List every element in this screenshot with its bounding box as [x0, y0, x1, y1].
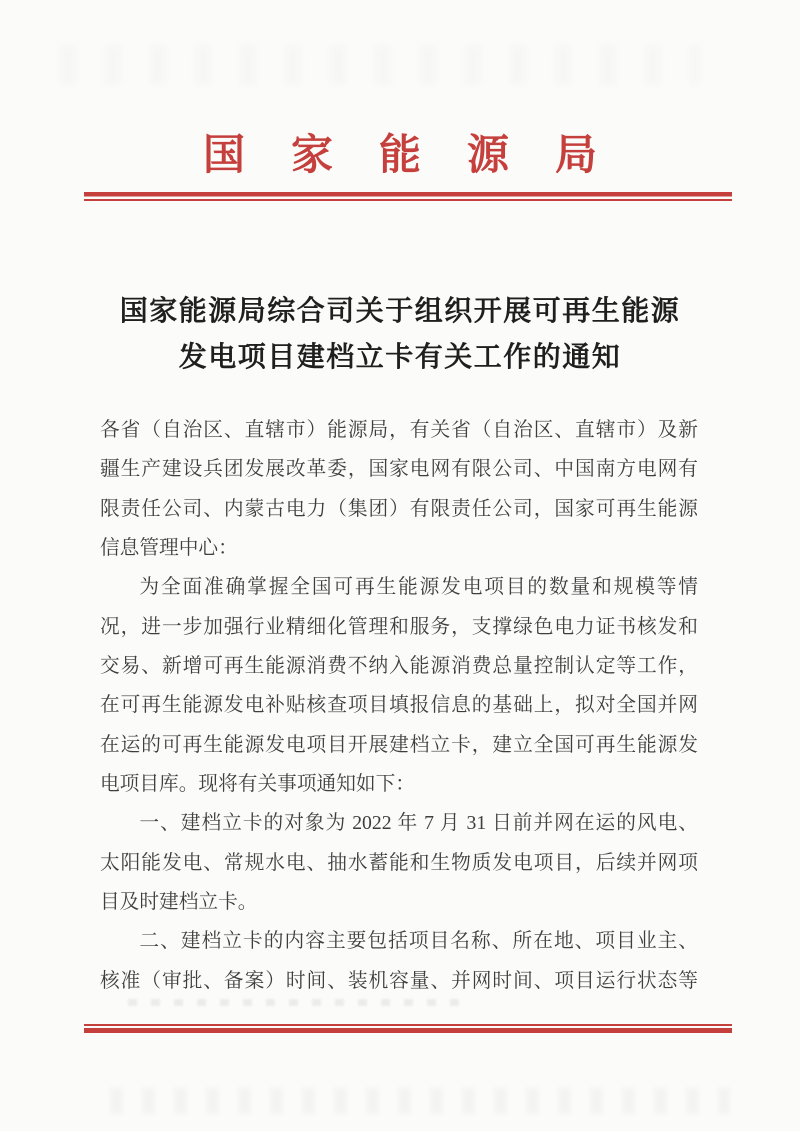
document-title-line1: 国家能源局综合司关于组织开展可再生能源 [119, 296, 681, 327]
body-text-line: 各省（自治区、直辖市）能源局，有关省（自治区、直辖市）及新 [100, 419, 698, 441]
body-text-line: 况，进一步加强行业精细化管理和服务，支撑绿色电力证书核发和 [100, 615, 698, 638]
body-text-line: 核准（审批、备案）时间、装机容量、并网时间、项目运行状态等 [100, 969, 698, 992]
scan-artifact [60, 45, 700, 85]
scan-artifact [110, 1088, 730, 1114]
body-text-line: 目及时建档立卡。 [100, 891, 258, 914]
document-title [0, 289, 800, 381]
body-text-line: 交易、新增可再生能源消费不纳入能源消费总量控制认定等工作， [100, 655, 698, 678]
body-text-line: 二、建档立卡的内容主要包括项目名称、所在地、项目业主、 [139, 930, 698, 953]
document-body [100, 411, 698, 1001]
letterhead-title [0, 127, 800, 185]
body-text-line: 电项目库。现将有关事项通知如下： [100, 773, 415, 796]
body-text-line: 限责任公司、内蒙古电力（集团）有限责任公司，国家可再生能源 [100, 497, 698, 520]
agency-name: 国家能源局 [202, 133, 643, 179]
body-text-line: 一、建档立卡的对象为 2022 年 7 月 31 日前并网在运的风电、 [139, 812, 698, 835]
body-text-line: 疆生产建设兵团发展改革委，国家电网有限公司、中国南方电网有 [100, 458, 698, 481]
body-text-line: 在可再生能源发电补贴核查项目填报信息的基础上，拟对全国并网 [100, 694, 698, 717]
document-title-line2: 发电项目建档立卡有关工作的通知 [178, 342, 622, 373]
body-text-line: 在运的可再生能源发电项目开展建档立卡，建立全国可再生能源发 [100, 733, 698, 756]
body-text-line: 太阳能发电、常规水电、抽水蓄能和生物质发电项目，后续并网项 [100, 851, 698, 874]
footer-rule [84, 1024, 732, 1034]
body-text-line: 信息管理中心： [100, 537, 238, 560]
scan-artifact [128, 999, 468, 1006]
letterhead-rule [84, 192, 732, 202]
body-text-line: 为全面准确掌握全国可再生能源发电项目的数量和规模等情 [139, 576, 698, 599]
